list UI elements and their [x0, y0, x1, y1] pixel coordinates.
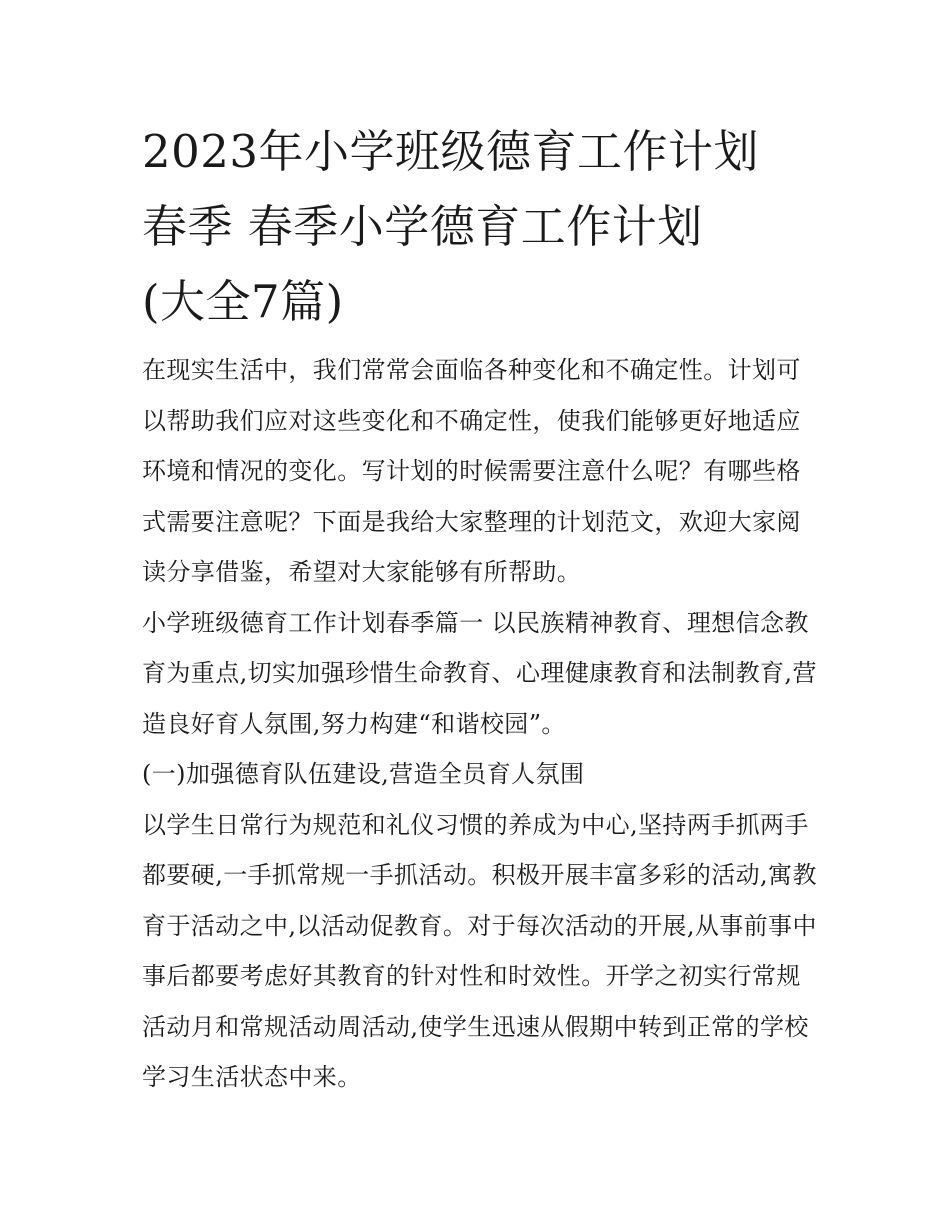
document-title [142, 114, 822, 339]
subheading-paragraph: (一)加强德育队伍建设,营造全员育人氛围 [142, 760, 585, 788]
intro-paragraph: 在现实生活中，我们常常会面临各种变化和不确定性。计划可以帮助我们应对这些变化和不确定性，使我们能够更好地适应环境和情况的变化。写计划的时候需要注意什么呢？有哪些格式需要注意呢？下面是我给大家整理的计划范文，欢迎大家阅读分享借鉴，希望对大家能够有所帮助。 [142, 356, 801, 586]
title-line-1: 2023年小学班级德育工作计划 [142, 125, 760, 178]
section-one-paragraph: 小学班级德育工作计划春季篇一 以民族精神教育、理想信念教育为重点,切实加强珍惜生命教育、心理健康教育和法制教育,营造良好育人氛围,努力构建“和谐校园”。 [142, 608, 817, 738]
title-line-2: 春季 春季小学德育工作计划 [142, 200, 703, 253]
body-paragraph: 以学生日常行为规范和礼仪习惯的养成为中心,坚持两手抓两手都要硬,一手抓常规一手抓活动。积极开展丰富多彩的活动,寓教育于活动之中,以活动促教育。对于每次活动的开展,从事前事中事后都要考虑好其教育的针对性和时效性。开学之初实行常规活动月和常规活动周活动,使学生迅速从假期中转到正常的学校学习生活状态中来。 [142, 810, 817, 1091]
title-line-3: (大全7篇) [142, 275, 344, 328]
document-page [142, 114, 822, 1103]
